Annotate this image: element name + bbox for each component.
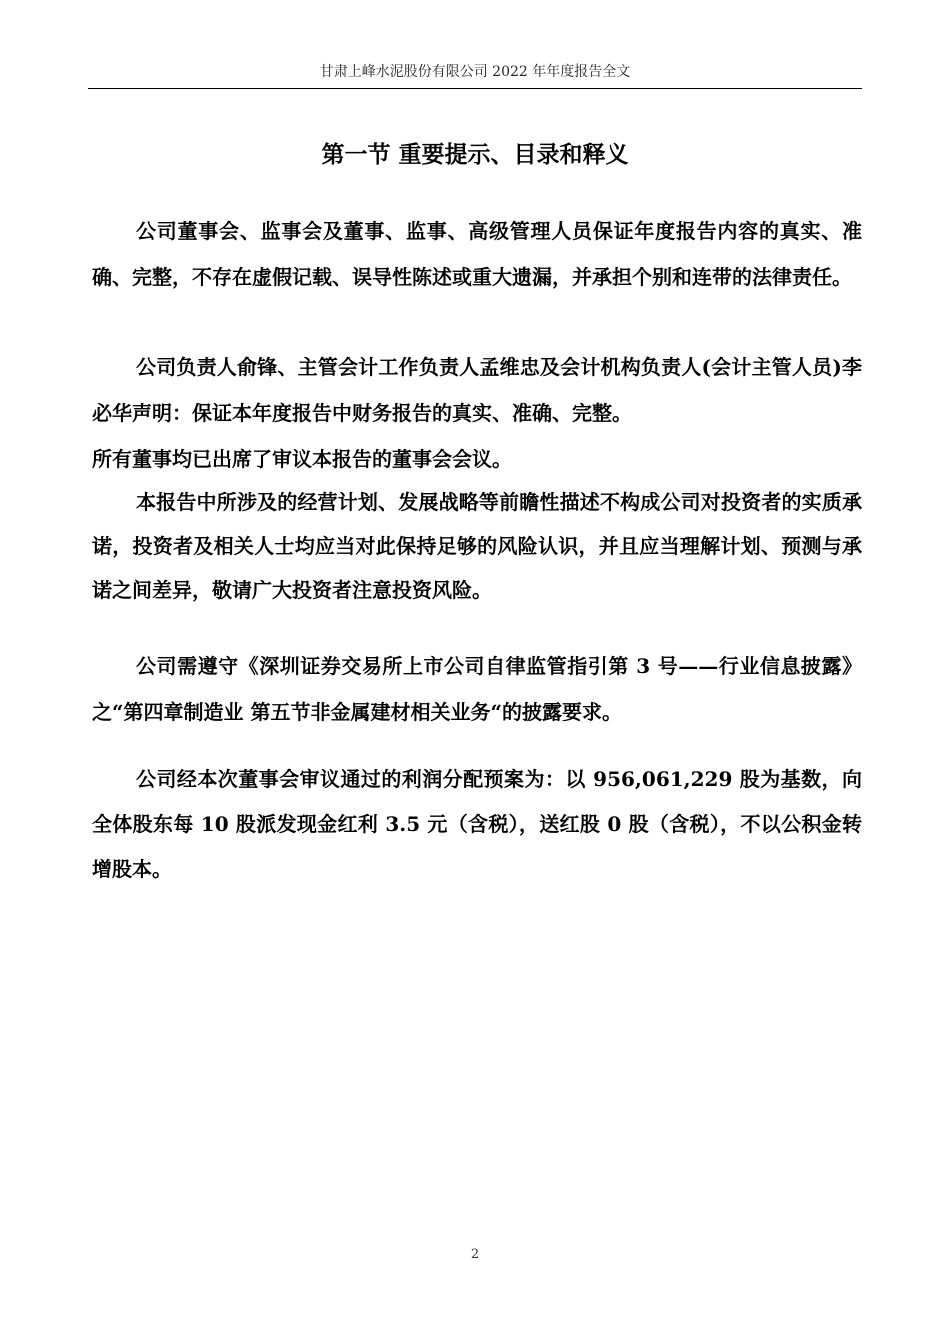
paragraph-responsible-persons-statement: 公司负责人俞锋、主管会计工作负责人孟维忠及会计机构负责人(会计主管人员)李必华声明：保证本年度报告中财务报告的真实、准确、完整。 [92, 355, 862, 425]
paragraph-board-guarantee: 公司董事会、监事会及董事、监事、高级管理人员保证年度报告内容的真实、准确、完整，不存在虚假记载、误导性陈述或重大遗漏，并承担个别和连带的法律责任。 [92, 219, 862, 289]
paragraph-directors-attendance: 所有董事均已出席了审议本报告的董事会会议。 [92, 447, 512, 471]
paragraph-responsible-persons [92, 344, 862, 482]
section-title: 第一节 重要提示、目录和释义 [321, 141, 629, 168]
header-divider [88, 88, 862, 89]
paragraph-profit-distribution: 公司经本次董事会审议通过的利润分配预案为：以 956,061,229 股为基数，向全体股东每 10 股派发现金红利 3.5 元（含税），送红股 0 股（含税），不以公积金转增股本。 [92, 767, 862, 881]
report-header-title: 甘肃上峰水泥股份有限公司 2022 年年度报告全文 [319, 64, 631, 80]
paragraph-forward-looking-statement: 本报告中所涉及的经营计划、发展战略等前瞻性描述不构成公司对投资者的实质承诺，投资者及相关人士均应当对此保持足够的风险认识，并且应当理解计划、预测与承诺之间差异，敬请广大投资者注意投资风险。 [92, 490, 862, 602]
paragraph-disclosure-requirements: 公司需遵守《深圳证券交易所上市公司自律监管指引第 3 号——行业信息披露》之“第四章制造业 第五节非金属建材相关业务“的披露要求。 [92, 654, 862, 724]
page-number: 2 [470, 1247, 480, 1262]
